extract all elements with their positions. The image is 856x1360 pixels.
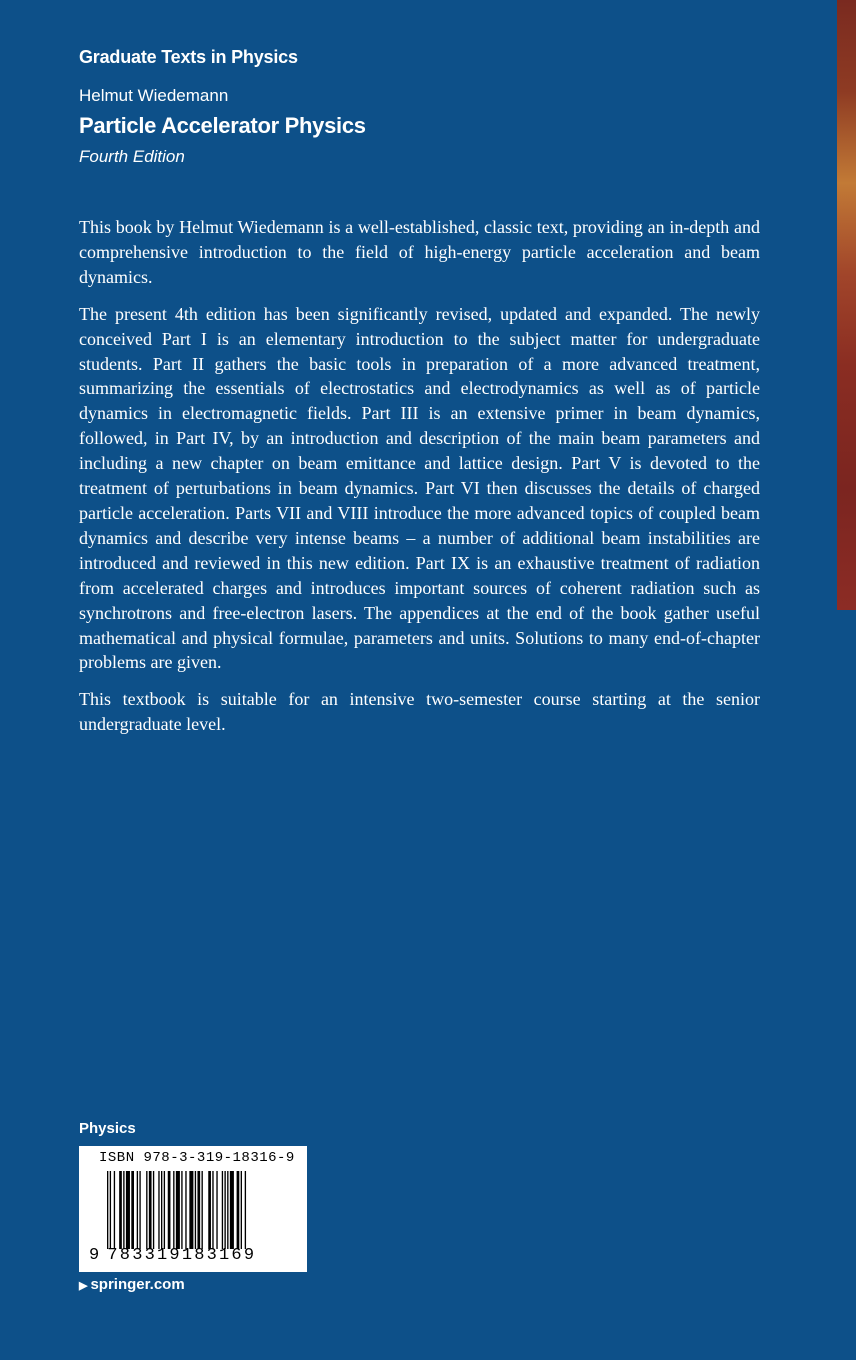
edition-label: Fourth Edition — [79, 147, 185, 166]
ean-digits — [89, 1246, 256, 1265]
barcode-bar — [197, 1171, 200, 1249]
barcode-bar — [137, 1171, 138, 1249]
barcode-bar — [107, 1171, 108, 1249]
ean-right-group: 183169 — [181, 1246, 257, 1265]
barcode-bar — [195, 1171, 196, 1249]
spine-edge — [837, 0, 856, 610]
barcode-bars-icon — [107, 1171, 291, 1249]
barcode-bar — [161, 1171, 162, 1249]
ean-lead-digit: 9 — [89, 1246, 102, 1265]
barcode-bar — [168, 1171, 171, 1249]
barcode-bar — [164, 1171, 165, 1249]
subject-label: Physics — [79, 1120, 136, 1137]
barcode-bar — [146, 1171, 147, 1249]
barcode-bar — [212, 1171, 213, 1249]
arrow-right-icon: ▶ — [79, 1280, 88, 1292]
barcode-bar — [181, 1171, 182, 1249]
isbn-text: ISBN 978-3-319-18316-9 — [99, 1150, 295, 1166]
author-name: Helmut Wiedemann — [79, 86, 229, 105]
barcode-bar — [230, 1171, 234, 1249]
description-paragraph: This book by Helmut Wiedemann is a well-established, classic text, providing an in-depth and comprehensive introduction to the field of high-energy particle acceleration and beam dynamics. — [79, 217, 760, 287]
barcode-bar — [126, 1171, 130, 1249]
barcode-bar — [153, 1171, 154, 1249]
barcode-bar — [224, 1171, 225, 1249]
barcode-bar — [237, 1171, 240, 1249]
isbn-barcode — [79, 1146, 307, 1272]
barcode-bar — [139, 1171, 140, 1249]
barcode-bar — [176, 1171, 180, 1249]
publisher-link[interactable] — [79, 1276, 185, 1293]
barcode-bar — [114, 1171, 115, 1249]
barcode-bar — [241, 1171, 242, 1249]
description-paragraph: This textbook is suitable for an intensive two-semester course starting at the senior undergraduate level. — [79, 689, 760, 735]
barcode-bar — [202, 1171, 203, 1249]
book-description — [79, 215, 760, 749]
barcode-bar — [131, 1171, 134, 1249]
barcode-bar — [208, 1171, 211, 1249]
barcode-bar — [185, 1171, 186, 1249]
barcode-bar — [110, 1171, 111, 1249]
publisher-site-label: springer.com — [90, 1276, 185, 1293]
description-paragraph: The present 4th edition has been significantly revised, updated and expanded. The newly conceived Part I is an elementary introduction to the subject matter for undergraduate students. Part II gathers the basic tools in preparation of a more advanced treatment, summarizing the essentials of electrostatics and electrodynamics as well as of particle dynamics in electromagnetic fields. Part III is an extensive primer in beam dynamics, followed, in Part IV, by an introduction and description of the main beam parameters and including a new chapter on beam emittance and lattice design. Part V is devoted to the treatment of perturbations in beam dynamics. Part VI then discusses the details of charged particle acceleration. Parts VII and VIII introduce the more advanced topics of coupled beam dynamics and describe very intense beams – a number of additional beam instabilities are introduced and reviewed in this new edition. Part IX is an exhaustive treatment of radiation from accelerated charges and introduces important sources of coherent radiation such as synchrotrons and free-electron lasers. The appendices at the end of the book gather useful mathematical and physical formulae, parameters and units. Solutions to many end-of-chapter problems are given. — [79, 303, 760, 673]
barcode-bar — [123, 1171, 124, 1249]
barcode-bar — [149, 1171, 152, 1249]
barcode-bar — [245, 1171, 246, 1249]
barcode-bar — [158, 1171, 159, 1249]
barcode-bar — [119, 1171, 122, 1249]
barcode-bar — [227, 1171, 228, 1249]
barcode-bar — [173, 1171, 174, 1249]
series-name: Graduate Texts in Physics — [79, 47, 298, 67]
barcode-bar — [189, 1171, 193, 1249]
barcode-bar — [222, 1171, 223, 1249]
book-title: Particle Accelerator Physics — [79, 113, 366, 138]
ean-left-group: 783319 — [107, 1246, 182, 1265]
barcode-bar — [216, 1171, 217, 1249]
